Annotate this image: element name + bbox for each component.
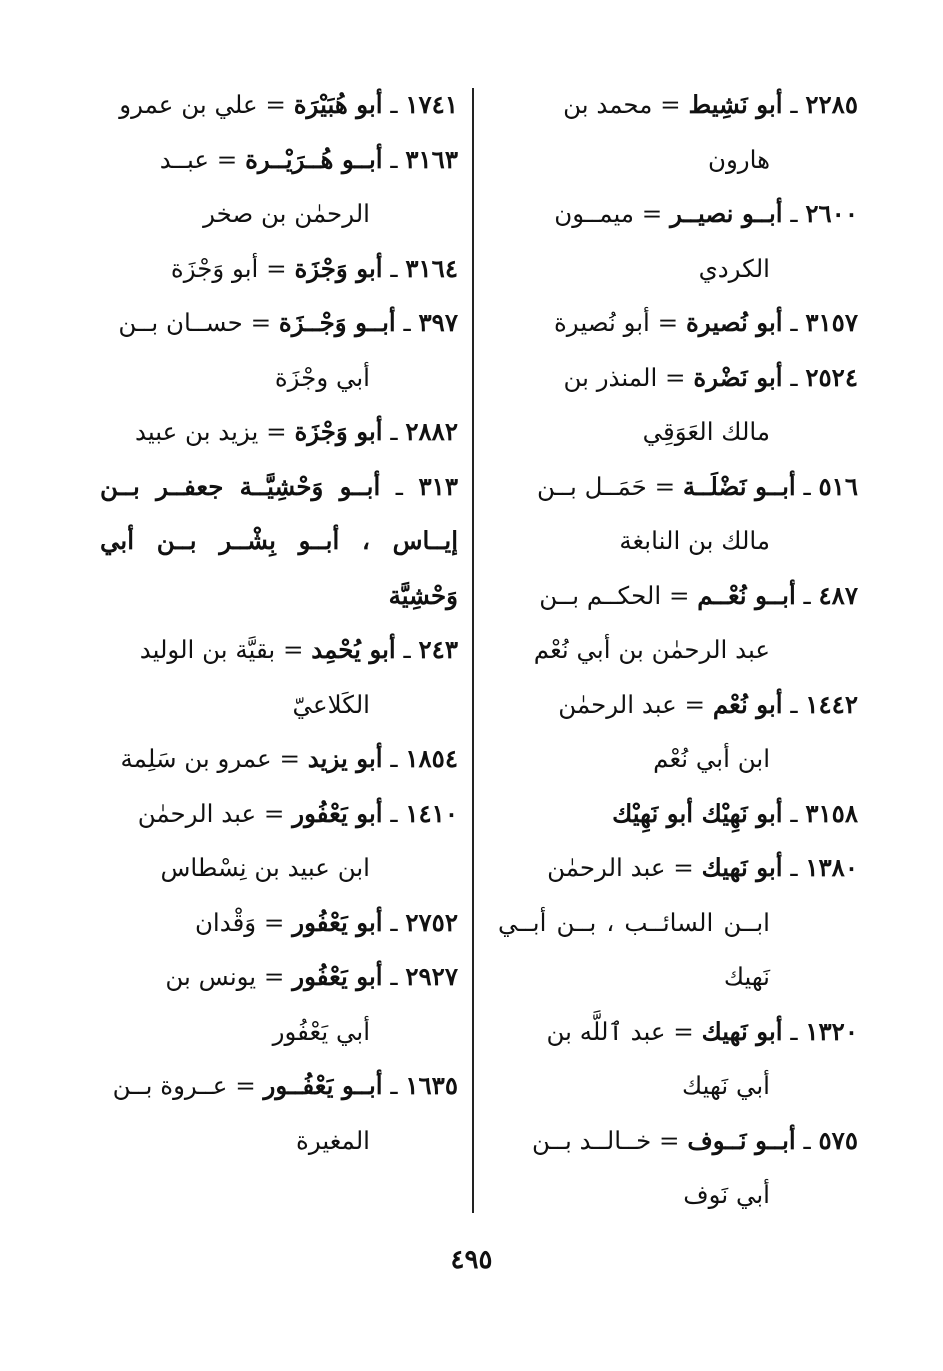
entry-name: عبد ٱللَّه بن	[546, 1016, 666, 1046]
entry-continuation: عبد الرحمٰن بن أبي نُعْم	[533, 635, 770, 664]
entry-continuation: أبي نَهيك	[682, 1071, 770, 1100]
entry-kunya: أبــو وَحْشِيَّــة جعفــر بــن إيــاس ، أبــو بِشْــر بــن أبي وَحْشِيَّة	[100, 471, 458, 610]
entry-number: ١٧٤١	[405, 90, 458, 119]
entry-continuation: مالك بن النابغة	[619, 526, 770, 555]
entry-name: وَقْدان	[194, 907, 257, 937]
index-entry: ٢٩٢٧ ـ أبو يَعْفُور = يونس بن أبي يَعْفُور	[100, 950, 458, 1059]
entry-number: ٢٧٥٢	[405, 907, 458, 937]
entry-kunya: أبو نَضْرة	[693, 362, 783, 392]
entry-number: ١٤١٠	[405, 798, 458, 828]
entry-number: ٢٥٢٤	[805, 362, 858, 392]
entry-continuation: المغيرة	[295, 1125, 370, 1155]
entry-number: ٢٩٢٧	[405, 962, 458, 991]
entry-continuation: مالك العَوَقِي	[642, 417, 770, 446]
entry-kunya: أبو يَعْفُور	[292, 798, 383, 828]
entry-kunya: أبــو يَعْفُــور	[263, 1071, 383, 1100]
entry-number: ٢٤٣	[418, 635, 458, 664]
entry-kunya: أبو وَجْزَة	[294, 417, 383, 446]
entry-kunya: أبو يَعْفُور	[292, 962, 383, 991]
entry-kunya: أبو نَهيك	[701, 1016, 783, 1046]
entry-kunya: أبو يزيد	[307, 744, 383, 773]
entry-name: حســان بــن	[118, 308, 243, 337]
entry-name: محمد بن	[563, 90, 653, 119]
left-column	[100, 78, 458, 1168]
index-entry: ٢٧٥٢ ـ أبو يَعْفُور = وَقْدان	[194, 907, 458, 937]
entry-name: عبد الرحمٰن	[137, 798, 257, 828]
index-entry: ١٤٤٢ ـ أبو نُعْم = عبد الرحمٰن ابن أبي نُعْم	[498, 678, 858, 787]
entry-continuation: الرحمٰن بن صخر	[203, 199, 370, 228]
entry-name: خــالــد بــن	[531, 1125, 652, 1155]
entry-number: ١٤٤٢	[805, 689, 858, 719]
entry-number: ٤٨٧	[818, 580, 858, 610]
entry-number: ٣١٦٣	[405, 144, 458, 174]
index-entry: ١٣٨٠ ـ أبو نَهيك = عبد الرحمٰن ابــن السائــب ، بــن أبــي نَهيك	[498, 841, 858, 1005]
entry-kunya: أبو نَهِيْك أبو نَهِيْك	[612, 798, 783, 828]
index-entry: ١٨٥٤ ـ أبو يزيد = عمرو بن سَلِمة	[120, 744, 458, 773]
entry-continuation: أبي نَوف	[683, 1180, 770, 1209]
entry-kunya: أبو يَعْفُور	[292, 907, 383, 937]
index-entry: ٢٢٨٥ ـ أبو نَشِيط = محمد بن هارون	[498, 78, 858, 187]
index-entry: ١٤١٠ ـ أبو يَعْفُور = عبد الرحمٰن ابن عبيد بن نِسْطاس	[100, 787, 458, 896]
index-entry: ١٣٢٠ ـ أبو نَهيك = عبد ٱللَّه بن أبي نَهيك	[498, 1005, 858, 1114]
entry-kunya: أبو هُبَيْرَة	[293, 90, 383, 119]
index-entry: ٣١٥٨ ـ أبو نَهِيْك أبو نَهِيْك	[612, 798, 858, 828]
index-entry: ٣١٥٧ ـ أبو نُصيرة = أبو نُصيرة	[553, 308, 858, 337]
entry-continuation: الكردي	[698, 253, 770, 283]
entry-continuation: ابن عبيد بن نِسْطاس	[160, 853, 370, 882]
entry-number: ٣١٣	[418, 471, 458, 501]
entry-number: ٢٢٨٥	[805, 90, 858, 119]
index-entry: ٥١٦ ـ أبــو نَضْلَــة = حَمَــل بــن مالك بن النابغة	[498, 460, 858, 569]
entry-name: عبد الرحمٰن	[547, 853, 666, 882]
entry-number: ١٣٨٠	[805, 853, 858, 882]
entry-kunya: أبــو نصيــر	[670, 199, 783, 228]
entry-number: ١٣٢٠	[805, 1016, 858, 1046]
index-entry: ٣٩٧ ـ أبــو وَجْــزَة = حســان بــن أبي وجْزَة	[100, 296, 458, 405]
entry-name: المنذر بن	[563, 362, 658, 392]
entry-name: عــروة بــن	[112, 1071, 228, 1100]
column-divider	[472, 88, 474, 1213]
entry-kunya: أبــو نَــوف	[687, 1125, 796, 1155]
entry-continuation: أبي يَعْفُور	[272, 1016, 370, 1046]
entry-name: أبو وَجْزَة	[170, 253, 259, 283]
entry-name: يونس بن	[165, 962, 257, 991]
index-entry: ٣١٦٣ ـ أبــو هُــرَيْــرة = عبــد الرحمٰن بن صخر	[100, 133, 458, 242]
entry-number: ١٨٥٤	[405, 744, 458, 773]
entry-number: ٥١٦	[818, 471, 858, 501]
entry-number: ٣١٥٧	[805, 308, 858, 337]
entry-number: ٥٧٥	[818, 1125, 858, 1155]
entry-number: ٣١٦٤	[405, 253, 458, 283]
entry-name: علي بن عمرو	[119, 90, 258, 119]
index-entry: ٢٥٢٤ ـ أبو نَضْرة = المنذر بن مالك العَوَقِي	[498, 351, 858, 460]
entry-kunya: أبــو نَضْلَــة	[682, 471, 796, 501]
entry-number: ٢٦٠٠	[805, 199, 858, 228]
entry-kunya: أبو نَشِيط	[688, 90, 783, 119]
index-entry: ٢٦٠٠ ـ أبــو نصيــر = ميمــون الكردي	[498, 187, 858, 296]
index-entry: ١٦٣٥ ـ أبــو يَعْفُــور = عــروة بــن المغيرة	[100, 1059, 458, 1168]
index-entry: ٣١٣ ـ أبــو وَحْشِيَّــة جعفــر بــن إيــاس ، أبــو بِشْــر بــن أبي وَحْشِيَّة	[100, 471, 458, 610]
entry-name: يزيد بن عبيد	[135, 417, 259, 446]
entry-name: ميمــون	[554, 199, 634, 228]
entry-number: ١٦٣٥	[405, 1071, 458, 1100]
entry-continuation: الكَلاعيّ	[292, 689, 370, 719]
entry-kunya: أبو نَهيك	[701, 853, 783, 882]
index-entry: ٤٨٧ ـ أبــو نُعْــم = الحكــم بــن عبد الرحمٰن بن أبي نُعْم	[498, 569, 858, 678]
entry-kunya: أبو نُعْم	[712, 689, 783, 719]
entry-number: ٣١٥٨	[805, 798, 858, 828]
right-column	[498, 78, 858, 1223]
entry-name: عبــد	[159, 144, 209, 174]
entry-kunya: أبو وَجْزَة	[294, 253, 383, 283]
entry-continuation: أبي وجْزَة	[274, 362, 370, 392]
entry-kunya: أبــو هُــرَيْــرة	[245, 144, 383, 174]
entry-name: أبو نُصيرة	[553, 308, 650, 337]
index-entry: ٥٧٥ ـ أبــو نَــوف = خــالــد بــن أبي نَوف	[498, 1114, 858, 1223]
index-entry: ٢٤٣ ـ أبو يُحْمِد = بقيَّة بن الوليد الكَلاعيّ	[100, 623, 458, 732]
entry-number: ٢٨٨٢	[405, 417, 458, 446]
entry-continuation: ابن أبي نُعْم	[653, 744, 770, 773]
entry-name: الحكــم بــن	[539, 580, 662, 610]
page-number: ٤٩٥	[450, 1245, 493, 1275]
index-entry: ٣١٦٤ ـ أبو وَجْزَة = أبو وَجْزَة	[170, 253, 458, 283]
entry-kunya: أبو نُصيرة	[685, 308, 783, 337]
entry-name: عمرو بن سَلِمة	[120, 744, 272, 773]
index-entry: ٢٨٨٢ ـ أبو وَجْزَة = يزيد بن عبيد	[135, 417, 458, 446]
entry-number: ٣٩٧	[418, 308, 458, 337]
entry-continuation: هارون	[707, 144, 770, 174]
index-entry: ١٧٤١ ـ أبو هُبَيْرَة = علي بن عمرو	[119, 90, 458, 119]
entry-name: حَمَــل بــن	[536, 471, 647, 501]
entry-kunya: أبــو نُعْــم	[697, 580, 796, 610]
entry-kunya: أبــو وَجْــزَة	[278, 308, 396, 337]
entry-name: عبد الرحمٰن	[558, 689, 677, 719]
entry-kunya: أبو يُحْمِد	[311, 635, 396, 664]
entry-continuation: ابــن السائــب ، بــن أبــي نَهيك	[498, 907, 770, 991]
entry-name: بقيَّة بن الوليد	[139, 635, 276, 664]
